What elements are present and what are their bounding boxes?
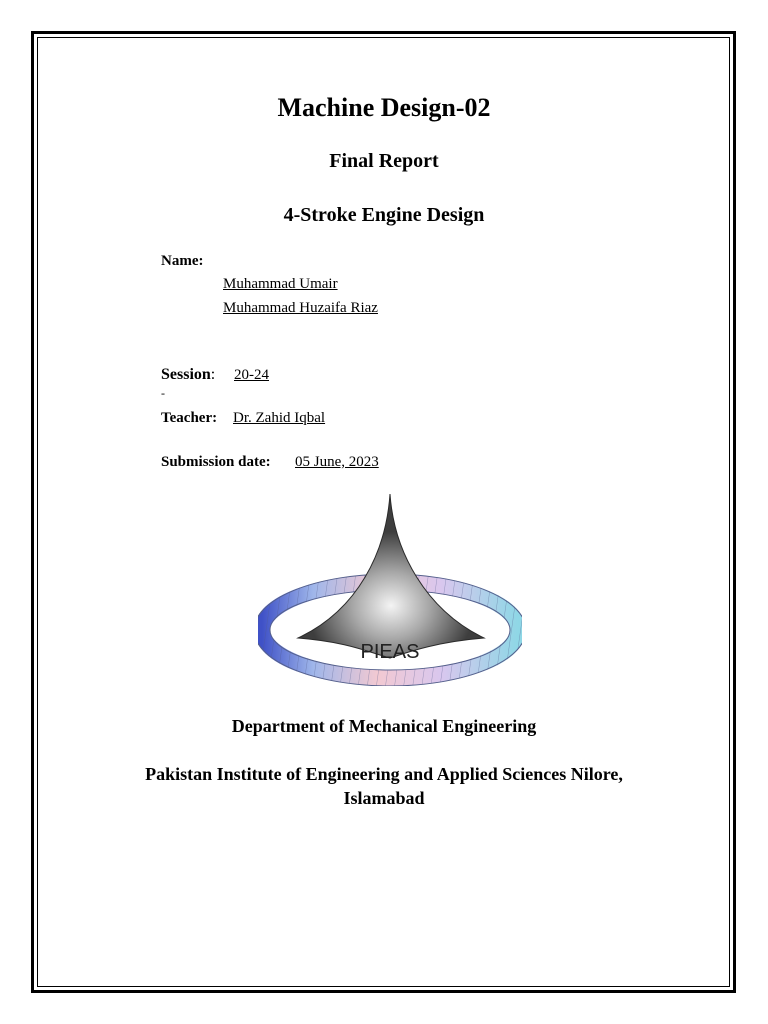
institute-name bbox=[90, 762, 678, 810]
student-name-2: Muhammad Huzaifa Riaz bbox=[223, 300, 378, 316]
student-name-1: Muhammad Umair bbox=[223, 276, 338, 292]
session-value: 20-24 bbox=[234, 367, 269, 383]
teacher-label: Teacher: bbox=[161, 410, 218, 426]
report-subtitle: Final Report bbox=[329, 150, 439, 172]
submission-date-value: 05 June, 2023 bbox=[295, 454, 379, 470]
session-separator: : bbox=[210, 366, 216, 383]
stray-mark: - bbox=[161, 386, 165, 400]
name-label: Name: bbox=[161, 253, 204, 269]
institute-line-2: Islamabad bbox=[343, 788, 425, 808]
teacher-value: Dr. Zahid Iqbal bbox=[233, 410, 326, 426]
pieas-logo bbox=[258, 492, 522, 686]
submission-date-label: Submission date: bbox=[161, 454, 271, 470]
report-topic: 4-Stroke Engine Design bbox=[283, 204, 485, 226]
logo-spire bbox=[298, 494, 484, 658]
session-label bbox=[161, 366, 215, 384]
logo-text: PIEAS bbox=[360, 641, 420, 663]
department-name: Department of Mechanical Engineering bbox=[231, 716, 537, 736]
document-title: Machine Design-02 bbox=[277, 93, 491, 122]
session-label-text: Session bbox=[161, 366, 211, 383]
institute-line-1: Pakistan Institute of Engineering and Applied Sciences Nilore, bbox=[145, 764, 623, 784]
